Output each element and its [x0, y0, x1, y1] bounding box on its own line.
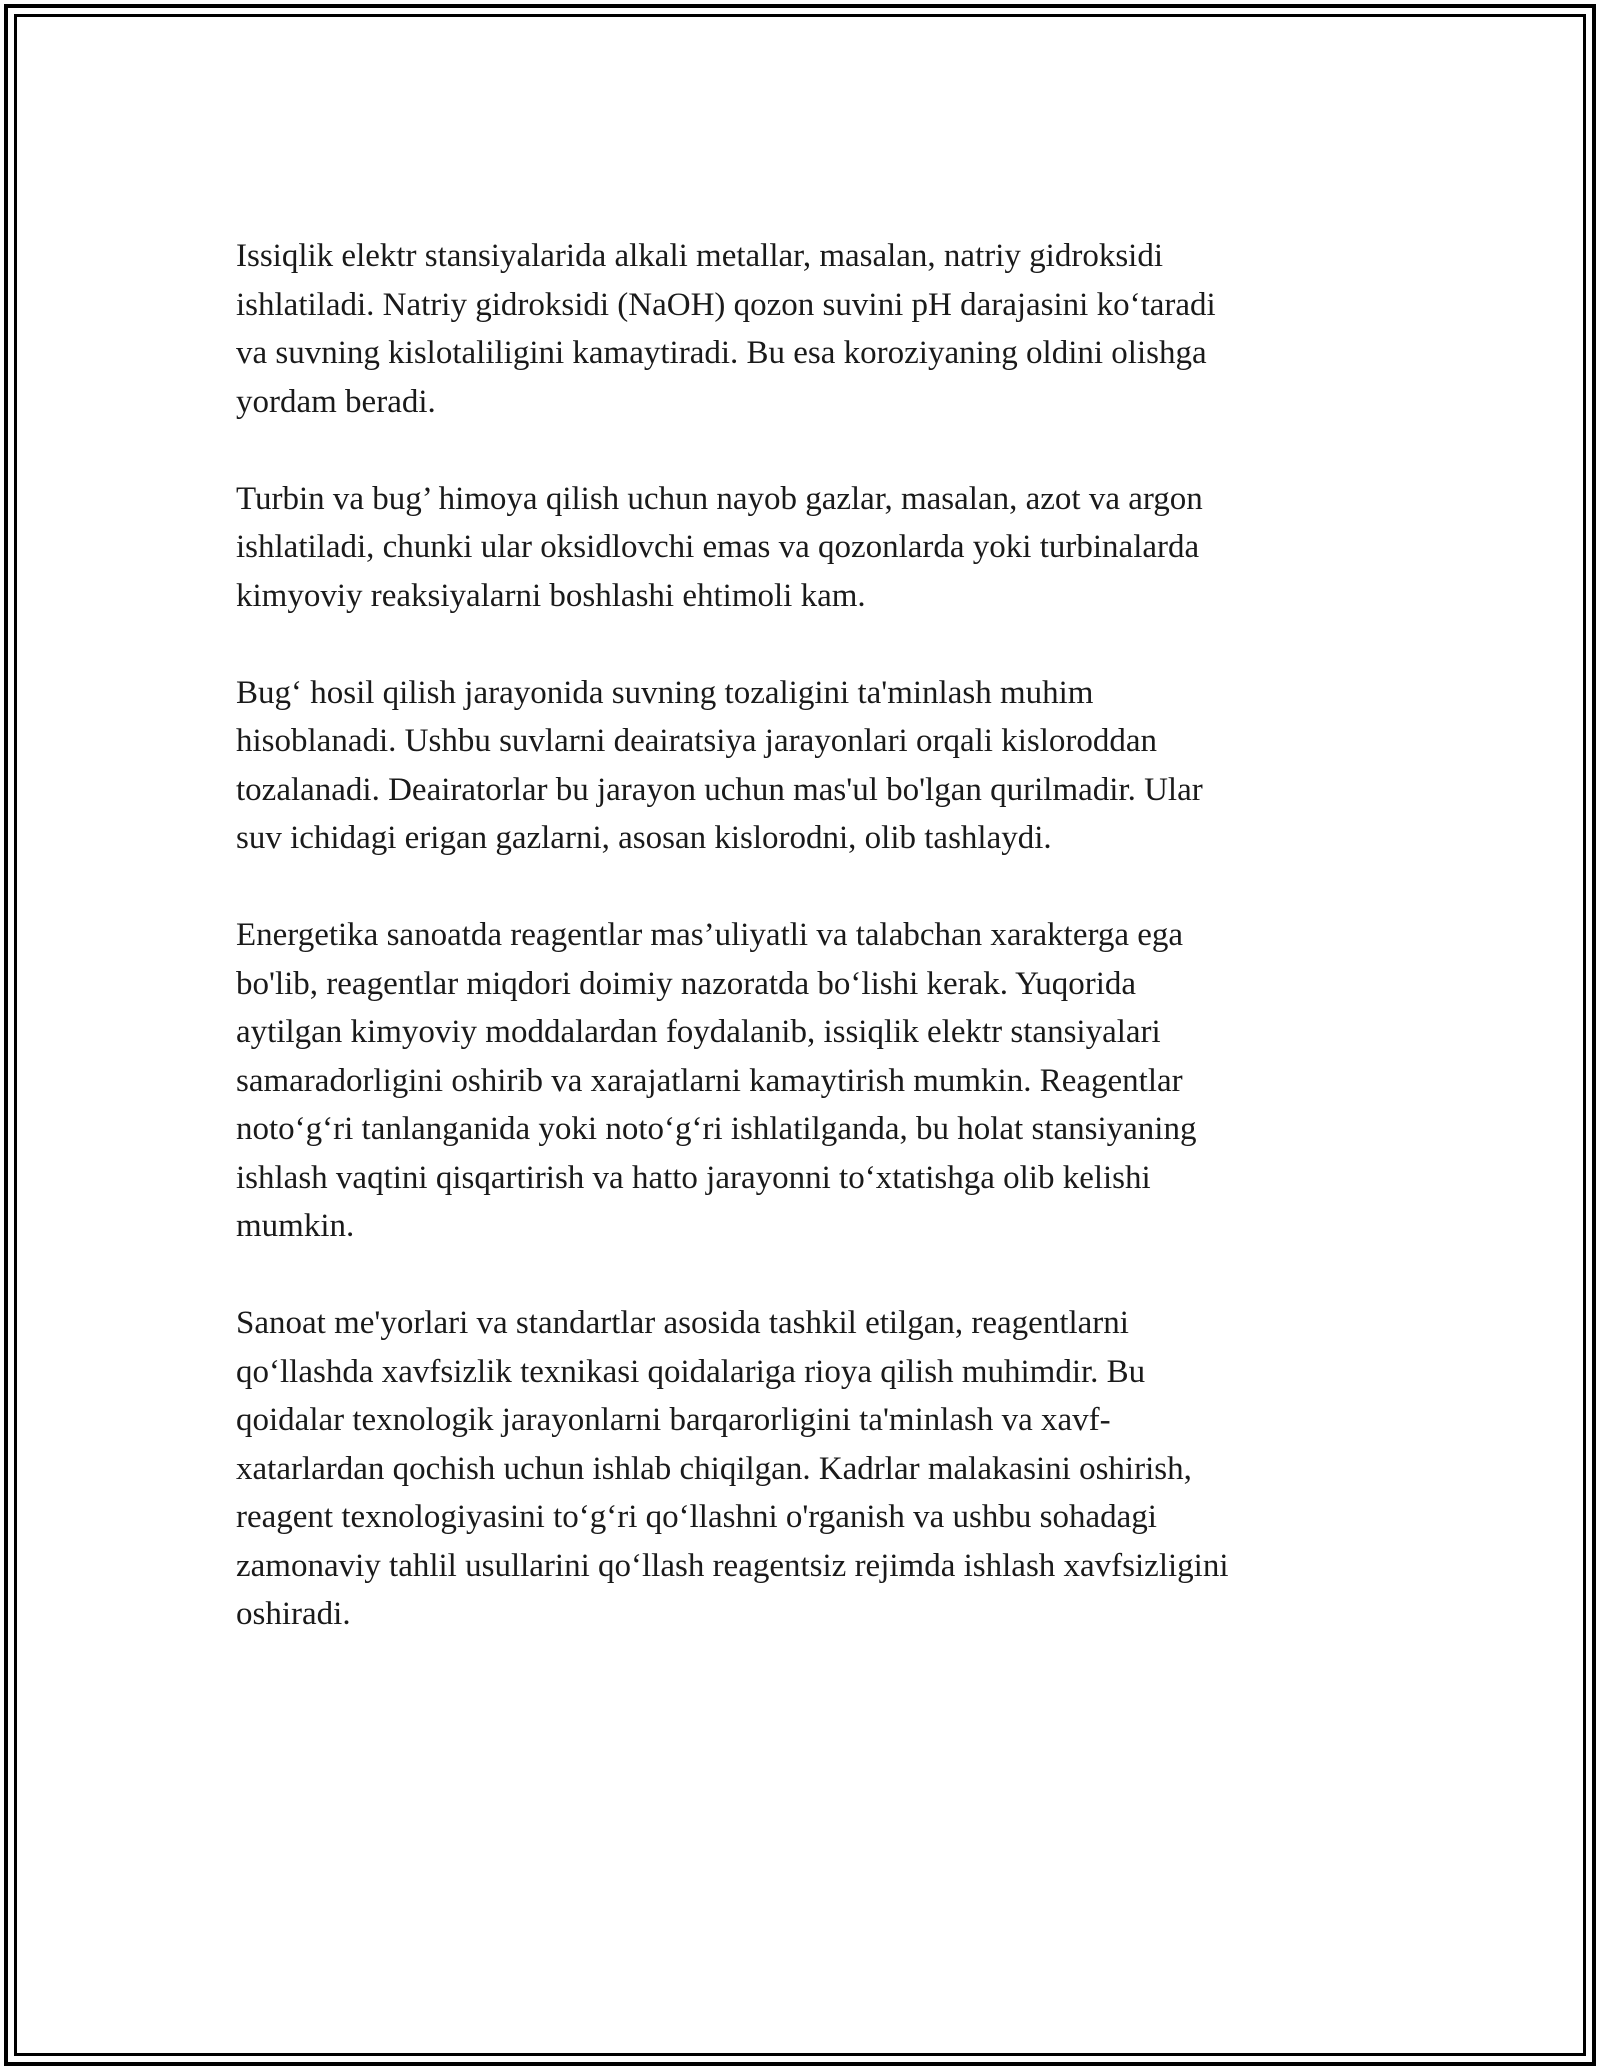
document-body	[236, 232, 1346, 1687]
paragraph-3: Bug‘ hosil qilish jarayonida suvning tozaligini ta'minlash muhim hisoblanadi. Ushbu suvlarni deairatsiya jarayonlari orqali kisloroddan tozalanadi. Deairatorlar bu jarayon uchun mas'ul bo'lgan qurilmadir. Ular suv ichidagi erigan gazlarni, asosan kislorodni, olib tashlaydi.	[236, 674, 1203, 856]
paragraph-1: Issiqlik elektr stansiyalarida alkali metallar, masalan, natriy gidroksidi ishlatiladi. Natriy gidroksidi (NaOH) qozon suvini pH darajasini ko‘taradi va suvning kislotaliligini kamaytiradi. Bu esa koroziyaning oldini olishga yordam beradi.	[236, 238, 1216, 420]
paragraph-2: Turbin va bug’ himoya qilish uchun nayob gazlar, masalan, azot va argon ishlatiladi, chunki ular oksidlovchi emas va qozonlarda yoki turbinalarda kimyoviy reaksiyalarni boshlashi ehtimoli kam.	[236, 480, 1203, 614]
paragraph-5: Sanoat me'yorlari va standartlar asosida tashkil etilgan, reagentlarni qo‘llashda xavfsizlik texnikasi qoidalariga rioya qilish muhimdir. Bu qoidalar texnologik jarayonlarni barqarorligini ta'minlash va xavf- xatarlardan qochish uchun ishlab chiqilgan. Kadrlar malakasini oshirish, reagent texnologiyasini to‘g‘ri qo‘llashni o'rganish va ushbu sohadagi zamonaviy tahlil usullarini qo‘llash reagentsiz rejimda ishlash xavfsizligini oshiradi.	[236, 1305, 1229, 1632]
paragraph-4: Energetika sanoatda reagentlar mas’uliyatli va talabchan xarakterga ega bo'lib, reagentlar miqdori doimiy nazoratda bo‘lishi kerak. Yuqorida aytilgan kimyoviy moddalardan foydalanib, issiqlik elektr stansiyalari samaradorligini oshirib va xarajatlarni kamaytirish mumkin. Reagentlar noto‘g‘ri tanlanganida yoki noto‘g‘ri ishlatilganda, bu holat stansiyaning ishlash vaqtini qisqartirish va hatto jarayonni to‘xtatishga olib kelishi mumkin.	[236, 917, 1197, 1244]
